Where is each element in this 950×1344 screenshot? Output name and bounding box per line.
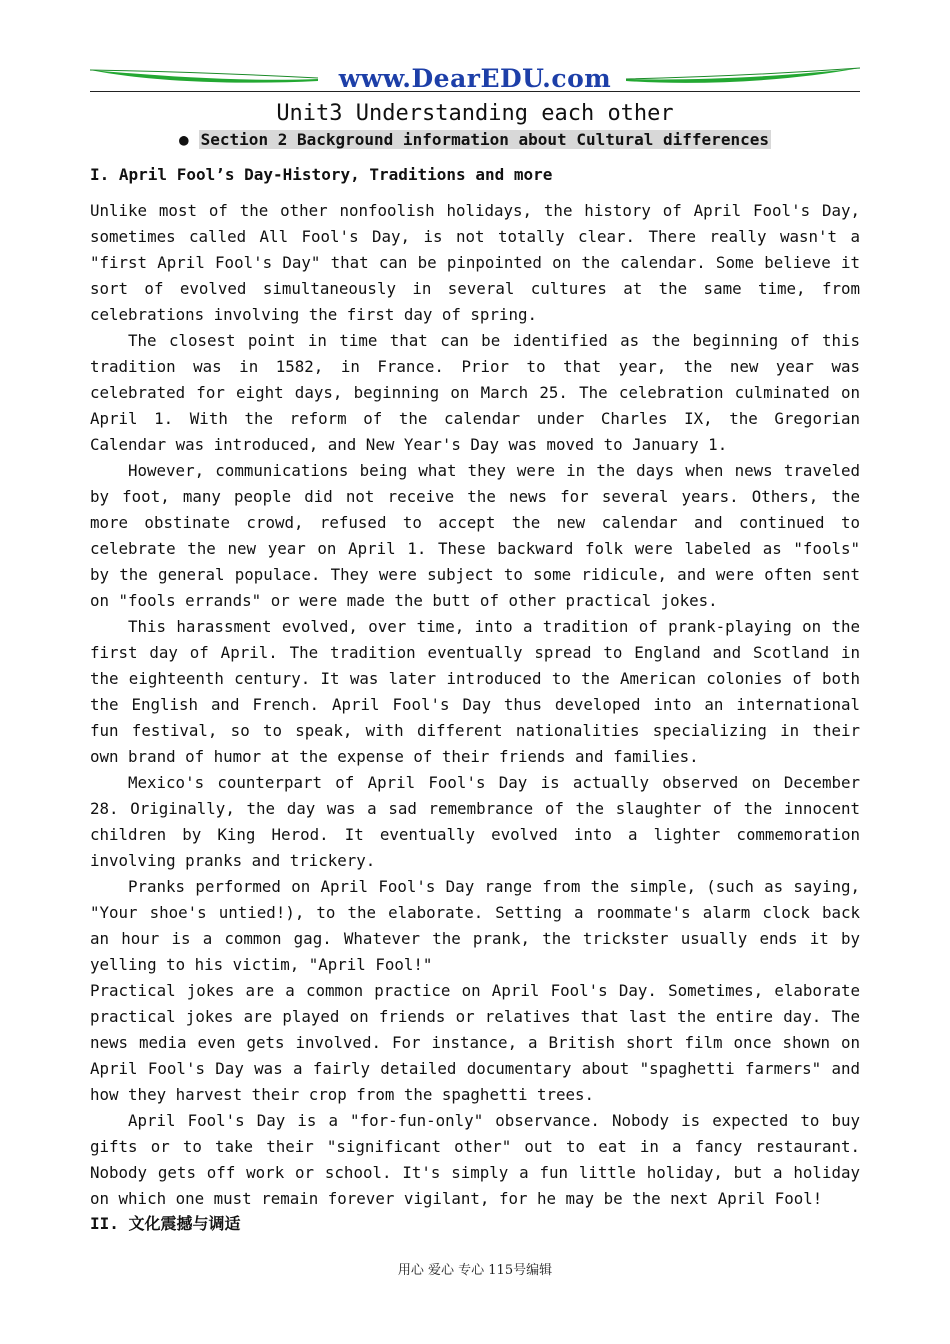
paragraph: Mexico's counterpart of April Fool's Day is actually observed on December 28. Originally, the day was a sad remembrance of the slaughter of the innocent children by King Herod. It eventually evolved into a lighter commemoration involving pranks and trickery.	[90, 773, 860, 870]
paragraph: However, communications being what they were in the days when news traveled by foot, many people did not receive the news for several years. Others, the more obstinate crowd, refused to accept the new calendar and continued to celebrate the new year on April 1. These backward folk were labeled as "fools" by the general populace. They were subject to some ridicule, and were often sent on "fools errands" or were made the butt of other practical jokes.	[90, 461, 860, 610]
paragraph: Unlike most of the other nonfoolish holidays, the history of April Fool's Day, sometimes called All Fool's Day, is not totally clear. There really wasn't a "first April Fool's Day" that can be pinpointed on the calendar. Some believe it sort of evolved simultaneously in several cultures at the same time, from celebrations involving the first day of spring.	[90, 201, 860, 324]
bullet-icon: ●	[179, 130, 189, 149]
header-divider	[90, 91, 860, 92]
page-footer: 用心 爱心 专心 115号编辑	[397, 1263, 553, 1278]
section-heading	[0, 128, 950, 152]
section-label: Section 2 Background information about Cultural differences	[200, 130, 769, 149]
paragraph: Practical jokes are a common practice on April Fool's Day. Sometimes, elaborate practical jokes are played on friends or relatives that last the entire day. The news media even gets involved. For instance, a British short film once shown on April Fool's Day was a fairly detailed documentary about "spaghetti farmers" and how they harvest their crop from the spaghetti trees.	[90, 981, 860, 1104]
article-body	[90, 198, 860, 1212]
paragraph: The closest point in time that can be identified as the beginning of this tradition was in 1582, in France. Prior to that year, the new year was celebrated for eight days, beginning on March 25. The celebration culminated on April 1. With the reform of the calendar under Charles IX, the Gregorian Calendar was introduced, and New Year's Day was moved to January 1.	[90, 331, 860, 454]
paragraph: April Fool's Day is a "for-fun-only" observance. Nobody is expected to buy gifts or to take their "significant other" out to eat in a fancy restaurant. Nobody gets off work or school. It's simply a fun little holiday, but a holiday on which one must remain forever vigilant, for he may be the next April Fool!	[90, 1111, 860, 1208]
paragraph: Pranks performed on April Fool's Day range from the simple, (such as saying, "Your shoe's untied!), to the elaborate. Setting a roommate's alarm clock back an hour is a common gag. Whatever the prank, the trickster usually ends it by yelling to his victim, "April Fool!"	[90, 877, 860, 974]
site-logo-text: www.DearEDU.com	[338, 64, 612, 93]
paragraph: This harassment evolved, over time, into a tradition of prank-playing on the first day of April. The tradition eventually spread to England and Scotland in the eighteenth century. It was later introduced to the American colonies of both the English and French. April Fool's Day thus developed into an international fun festival, so to speak, with different nationalities specializing in their own brand of humor at the expense of their friends and families.	[90, 617, 860, 766]
site-banner	[90, 62, 860, 94]
heading-april-fools: I. April Fool’s Day-History, Traditions and more	[90, 165, 553, 184]
page-title: Unit3 Understanding each other	[276, 101, 674, 126]
heading-culture-shock: II. 文化震撼与调适	[90, 1214, 241, 1233]
